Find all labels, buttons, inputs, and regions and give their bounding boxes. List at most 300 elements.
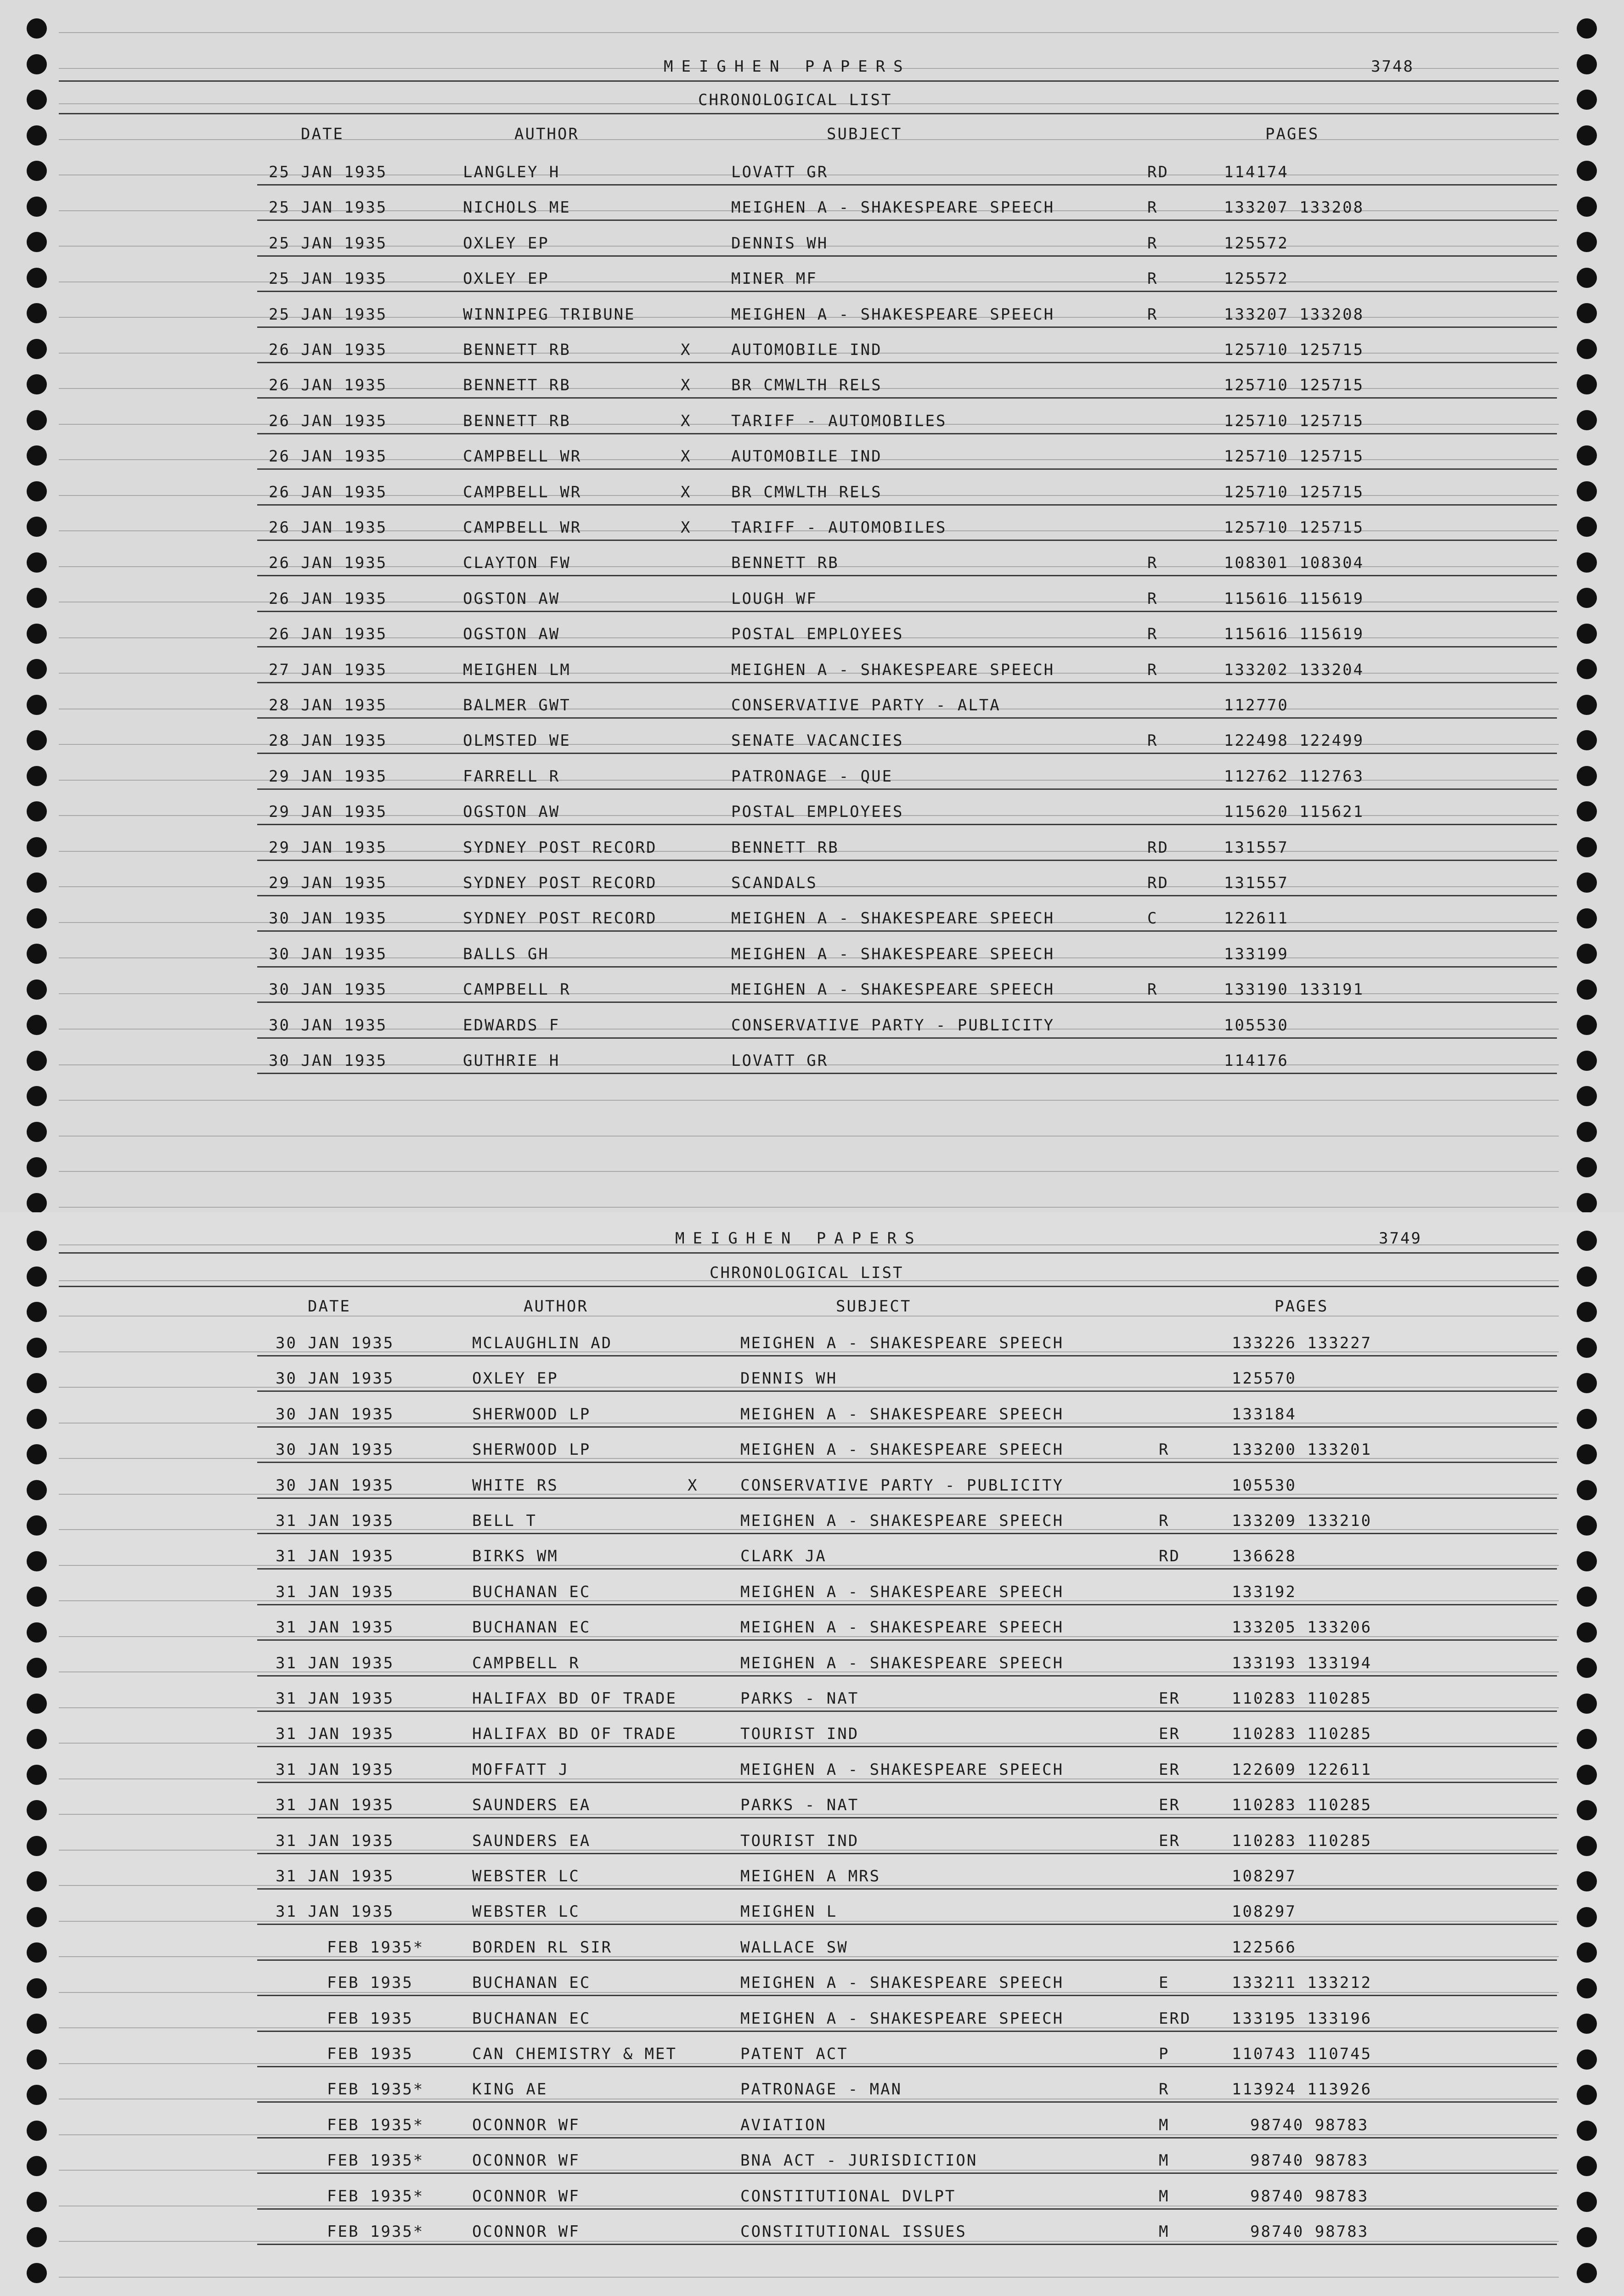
sprocket-hole-left bbox=[27, 339, 47, 359]
row-author: OGSTON AW bbox=[463, 625, 560, 644]
ruled-line bbox=[59, 2134, 1559, 2135]
row-date: FEB 1935* bbox=[327, 2116, 424, 2134]
sprocket-hole-left bbox=[27, 2014, 47, 2034]
row-date: 28 JAN 1935 bbox=[269, 696, 388, 715]
row-author: OCONNOR WF bbox=[472, 2151, 580, 2170]
row-subject: TOURIST IND bbox=[740, 1725, 859, 1744]
column-header-subject: SUBJECT bbox=[827, 125, 902, 143]
row-author: SHERWOOD LP bbox=[472, 1441, 591, 1459]
row-date: 30 JAN 1935 bbox=[276, 1369, 395, 1388]
sprocket-hole-right bbox=[1577, 801, 1597, 822]
row-date: 30 JAN 1935 bbox=[276, 1405, 395, 1424]
page-number: 3748 bbox=[1371, 57, 1414, 76]
row-underline bbox=[257, 397, 1557, 399]
sprocket-hole-right bbox=[1577, 1729, 1597, 1749]
row-date: 30 JAN 1935 bbox=[276, 1334, 395, 1352]
column-header-date: DATE bbox=[301, 125, 344, 143]
sprocket-hole-right bbox=[1577, 588, 1597, 608]
sprocket-hole-left bbox=[27, 1551, 47, 1571]
title-underline bbox=[59, 80, 1559, 82]
sprocket-hole-left bbox=[27, 90, 47, 110]
row-underline bbox=[257, 255, 1557, 257]
row-date: FEB 1935* bbox=[327, 2080, 424, 2099]
sprocket-hole-right bbox=[1577, 552, 1597, 573]
sprocket-hole-right bbox=[1577, 1551, 1597, 1571]
row-date: 25 JAN 1935 bbox=[269, 234, 388, 253]
row-author: BUCHANAN EC bbox=[472, 1582, 591, 1601]
row-subject: MEIGHEN A - SHAKESPEARE SPEECH bbox=[740, 1760, 1064, 1779]
row-underline bbox=[257, 1037, 1557, 1039]
row-author: SYDNEY POST RECORD bbox=[463, 909, 657, 928]
row-date: 26 JAN 1935 bbox=[269, 447, 388, 466]
sprocket-hole-left bbox=[27, 1800, 47, 1820]
row-author: BELL T bbox=[472, 1512, 537, 1530]
row-author: OXLEY EP bbox=[463, 234, 549, 253]
row-date: 26 JAN 1935 bbox=[269, 518, 388, 537]
sprocket-hole-right bbox=[1577, 517, 1597, 537]
sprocket-hole-left bbox=[27, 1942, 47, 1963]
row-pages: 136628 bbox=[1232, 1547, 1297, 1566]
row-underline bbox=[257, 326, 1557, 328]
sprocket-hole-left bbox=[27, 125, 47, 146]
row-pages: 108297 bbox=[1232, 1902, 1297, 1921]
sprocket-hole-right bbox=[1577, 659, 1597, 679]
column-header-pages: PAGES bbox=[1265, 125, 1320, 143]
row-underline bbox=[257, 717, 1557, 719]
row-pages: 133193 133194 bbox=[1232, 1654, 1372, 1672]
row-author: OXLEY EP bbox=[463, 270, 549, 288]
sprocket-hole-left bbox=[27, 1694, 47, 1714]
row-underline bbox=[257, 575, 1557, 576]
row-author: OCONNOR WF bbox=[472, 2223, 580, 2241]
row-author: OGSTON AW bbox=[463, 589, 560, 608]
row-author: BUCHANAN EC bbox=[472, 1974, 591, 1992]
sprocket-hole-left bbox=[27, 1122, 47, 1142]
sprocket-hole-left bbox=[27, 481, 47, 501]
row-date: 31 JAN 1935 bbox=[276, 1902, 395, 1921]
row-underline bbox=[257, 895, 1557, 896]
row-pages: 125710 125715 bbox=[1224, 518, 1365, 537]
row-pages: 114174 bbox=[1224, 163, 1289, 181]
row-author: OXLEY EP bbox=[472, 1369, 558, 1388]
sprocket-hole-right bbox=[1577, 1051, 1597, 1071]
row-subject: DENNIS WH bbox=[740, 1369, 838, 1388]
sprocket-hole-left bbox=[27, 1587, 47, 1607]
row-author: MEIGHEN LM bbox=[463, 660, 571, 679]
sprocket-hole-right bbox=[1577, 161, 1597, 181]
sprocket-hole-right bbox=[1577, 766, 1597, 786]
row-pages: 125710 125715 bbox=[1224, 411, 1365, 430]
sprocket-hole-left bbox=[27, 552, 47, 573]
row-cross-reference-mark: X bbox=[681, 447, 692, 466]
sprocket-hole-left bbox=[27, 1765, 47, 1785]
row-date: 30 JAN 1935 bbox=[269, 909, 388, 928]
row-underline bbox=[257, 2208, 1557, 2210]
row-author: BALLS GH bbox=[463, 945, 549, 963]
row-subject: DENNIS WH bbox=[731, 234, 829, 253]
row-subject: LOVATT GR bbox=[731, 1052, 829, 1070]
ruled-line bbox=[59, 1171, 1559, 1172]
ruled-line bbox=[59, 2241, 1559, 2242]
sprocket-hole-left bbox=[27, 232, 47, 252]
row-subject: CONSTITUTIONAL DVLPT bbox=[740, 2187, 956, 2206]
sprocket-hole-right bbox=[1577, 1193, 1597, 1213]
sprocket-hole-right bbox=[1577, 908, 1597, 929]
row-subject: CONSERVATIVE PARTY - ALTA bbox=[731, 696, 1001, 715]
row-date: 31 JAN 1935 bbox=[276, 1512, 395, 1530]
row-underline bbox=[257, 219, 1557, 221]
row-code: E bbox=[1159, 1974, 1170, 1992]
row-subject: AVIATION bbox=[740, 2116, 827, 2134]
row-underline bbox=[257, 753, 1557, 754]
row-pages: 133207 133208 bbox=[1224, 305, 1365, 324]
sprocket-hole-left bbox=[27, 2156, 47, 2176]
sprocket-hole-right bbox=[1577, 1409, 1597, 1429]
row-pages: 110283 110285 bbox=[1232, 1689, 1372, 1708]
sprocket-hole-left bbox=[27, 1373, 47, 1393]
sprocket-hole-left bbox=[27, 979, 47, 1000]
sprocket-hole-right bbox=[1577, 872, 1597, 893]
sprocket-hole-left bbox=[27, 837, 47, 857]
row-subject: MEIGHEN L bbox=[740, 1902, 838, 1921]
row-code: R bbox=[1147, 589, 1158, 608]
sprocket-hole-left bbox=[27, 2263, 47, 2283]
row-author: BENNETT RB bbox=[463, 411, 571, 430]
row-subject: MEIGHEN A - SHAKESPEARE SPEECH bbox=[740, 1974, 1064, 1992]
row-subject: MINER MF bbox=[731, 270, 818, 288]
page-number: 3749 bbox=[1379, 1229, 1422, 1248]
row-code: P bbox=[1159, 2045, 1170, 2063]
sprocket-hole-right bbox=[1577, 1157, 1597, 1177]
sprocket-hole-left bbox=[27, 2192, 47, 2212]
row-author: KING AE bbox=[472, 2080, 548, 2099]
row-subject: PARKS - NAT bbox=[740, 1796, 859, 1815]
sprocket-hole-right bbox=[1577, 2263, 1597, 2283]
row-date: 26 JAN 1935 bbox=[269, 411, 388, 430]
sprocket-hole-right bbox=[1577, 197, 1597, 217]
row-pages: 110283 110285 bbox=[1232, 1725, 1372, 1744]
row-author: BENNETT RB bbox=[463, 341, 571, 359]
row-pages: 133195 133196 bbox=[1232, 2009, 1372, 2028]
ruled-line bbox=[59, 2170, 1559, 2171]
row-pages: 108301 108304 bbox=[1224, 554, 1365, 573]
sprocket-hole-left bbox=[27, 730, 47, 750]
row-code: R bbox=[1159, 2080, 1170, 2099]
row-author: FARRELL R bbox=[463, 767, 560, 786]
row-underline bbox=[257, 1568, 1557, 1570]
sprocket-hole-left bbox=[27, 801, 47, 822]
sprocket-hole-left bbox=[27, 2121, 47, 2141]
row-underline bbox=[257, 1959, 1557, 1961]
row-underline bbox=[257, 1073, 1557, 1074]
sprocket-hole-left bbox=[27, 1622, 47, 1643]
sprocket-hole-left bbox=[27, 659, 47, 679]
sprocket-hole-left bbox=[27, 1193, 47, 1213]
sprocket-hole-left bbox=[27, 1157, 47, 1177]
row-subject: MEIGHEN A - SHAKESPEARE SPEECH bbox=[731, 909, 1055, 928]
row-cross-reference-mark: X bbox=[688, 1476, 699, 1495]
sprocket-hole-left bbox=[27, 2049, 47, 2070]
sprocket-hole-left bbox=[27, 588, 47, 608]
row-date: 25 JAN 1935 bbox=[269, 163, 388, 181]
row-date: 31 JAN 1935 bbox=[276, 1867, 395, 1885]
row-subject: AUTOMOBILE IND bbox=[731, 447, 882, 466]
row-underline bbox=[257, 2172, 1557, 2174]
row-author: CAMPBELL R bbox=[463, 980, 571, 999]
row-pages: 133211 133212 bbox=[1232, 1974, 1372, 1992]
sprocket-hole-right bbox=[1577, 410, 1597, 430]
row-code: ER bbox=[1159, 1796, 1180, 1815]
row-underline bbox=[257, 2137, 1557, 2138]
row-pages: 122498 122499 bbox=[1224, 732, 1365, 750]
row-subject: MEIGHEN A - SHAKESPEARE SPEECH bbox=[740, 1582, 1064, 1601]
row-code: R bbox=[1159, 1441, 1170, 1459]
sprocket-hole-left bbox=[27, 54, 47, 74]
sprocket-hole-left bbox=[27, 410, 47, 430]
row-pages: 125710 125715 bbox=[1224, 341, 1365, 359]
sprocket-hole-left bbox=[27, 872, 47, 893]
row-author: MOFFATT J bbox=[472, 1760, 570, 1779]
sprocket-hole-right bbox=[1577, 2121, 1597, 2141]
row-subject: MEIGHEN A - SHAKESPEARE SPEECH bbox=[740, 1654, 1064, 1672]
sprocket-hole-right bbox=[1577, 1302, 1597, 1322]
row-subject: POSTAL EMPLOYEES bbox=[731, 625, 904, 644]
row-subject: PATENT ACT bbox=[740, 2045, 848, 2063]
row-author: SHERWOOD LP bbox=[472, 1405, 591, 1424]
row-cross-reference-mark: X bbox=[681, 341, 692, 359]
row-code: RD bbox=[1147, 163, 1169, 181]
sprocket-hole-right bbox=[1577, 1015, 1597, 1035]
row-pages: 133205 133206 bbox=[1232, 1618, 1372, 1637]
row-subject: LOVATT GR bbox=[731, 163, 829, 181]
column-header-author: AUTHOR bbox=[524, 1297, 588, 1316]
row-subject: CONSERVATIVE PARTY - PUBLICITY bbox=[740, 1476, 1064, 1495]
row-subject: PATRONAGE - QUE bbox=[731, 767, 893, 786]
sprocket-hole-right bbox=[1577, 1694, 1597, 1714]
sprocket-hole-right bbox=[1577, 1515, 1597, 1536]
sprocket-hole-right bbox=[1577, 1658, 1597, 1678]
row-pages: 133190 133191 bbox=[1224, 980, 1365, 999]
sprocket-hole-right bbox=[1577, 2227, 1597, 2247]
row-date: 25 JAN 1935 bbox=[269, 198, 388, 217]
row-underline bbox=[257, 1746, 1557, 1747]
row-underline bbox=[257, 611, 1557, 612]
row-date: 25 JAN 1935 bbox=[269, 305, 388, 324]
row-underline bbox=[257, 1853, 1557, 1854]
row-cross-reference-mark: X bbox=[681, 518, 692, 537]
sheet-title: MEIGHEN PAPERS bbox=[675, 1229, 923, 1248]
row-underline bbox=[257, 1002, 1557, 1003]
row-underline bbox=[257, 1675, 1557, 1677]
row-underline bbox=[257, 1782, 1557, 1783]
sprocket-hole-right bbox=[1577, 1978, 1597, 1998]
row-code: R bbox=[1147, 305, 1158, 324]
row-date: FEB 1935* bbox=[327, 2223, 424, 2241]
ruled-line bbox=[59, 1207, 1559, 1208]
row-underline bbox=[257, 184, 1557, 186]
row-underline bbox=[257, 2066, 1557, 2067]
row-subject: MEIGHEN A - SHAKESPEARE SPEECH bbox=[731, 660, 1055, 679]
row-underline bbox=[257, 1639, 1557, 1641]
row-author: BENNETT RB bbox=[463, 376, 571, 395]
row-pages: 110283 110285 bbox=[1232, 1796, 1372, 1815]
row-pages: 122611 bbox=[1224, 909, 1289, 928]
row-underline bbox=[257, 1533, 1557, 1534]
row-author: WEBSTER LC bbox=[472, 1867, 580, 1885]
sheet-3749 bbox=[0, 1212, 1624, 2296]
row-pages: 125710 125715 bbox=[1224, 376, 1365, 395]
row-date: 31 JAN 1935 bbox=[276, 1547, 395, 1566]
row-author: GUTHRIE H bbox=[463, 1052, 560, 1070]
row-author: SAUNDERS EA bbox=[472, 1831, 591, 1850]
row-underline bbox=[257, 2101, 1557, 2103]
row-subject: MEIGHEN A - SHAKESPEARE SPEECH bbox=[740, 1512, 1064, 1530]
row-author: SAUNDERS EA bbox=[472, 1796, 591, 1815]
row-pages: 115616 115619 bbox=[1224, 589, 1365, 608]
row-pages: 113924 113926 bbox=[1232, 2080, 1372, 2099]
sprocket-hole-left bbox=[27, 908, 47, 929]
sprocket-hole-right bbox=[1577, 54, 1597, 74]
row-author: HALIFAX BD OF TRADE bbox=[472, 1689, 677, 1708]
row-underline bbox=[257, 2244, 1557, 2245]
row-pages: 133207 133208 bbox=[1224, 198, 1365, 217]
row-author: SYDNEY POST RECORD bbox=[463, 838, 657, 857]
sprocket-hole-right bbox=[1577, 445, 1597, 466]
row-subject: POSTAL EMPLOYEES bbox=[731, 803, 904, 822]
row-author: MCLAUGHLIN AD bbox=[472, 1334, 613, 1352]
row-date: 30 JAN 1935 bbox=[269, 1016, 388, 1035]
row-author: NICHOLS ME bbox=[463, 198, 571, 217]
ruled-line bbox=[59, 32, 1559, 33]
row-pages: 133192 bbox=[1232, 1582, 1297, 1601]
row-subject: BENNETT RB bbox=[731, 838, 839, 857]
row-pages: 133202 133204 bbox=[1224, 660, 1365, 679]
sprocket-hole-left bbox=[27, 1338, 47, 1358]
row-subject: MEIGHEN A - SHAKESPEARE SPEECH bbox=[740, 1334, 1064, 1352]
ruled-line bbox=[59, 1316, 1559, 1317]
sprocket-hole-right bbox=[1577, 1266, 1597, 1287]
ruled-line bbox=[59, 1136, 1559, 1137]
row-subject: TARIFF - AUTOMOBILES bbox=[731, 411, 947, 430]
row-underline bbox=[257, 1604, 1557, 1605]
row-date: 30 JAN 1935 bbox=[276, 1476, 395, 1495]
row-date: 29 JAN 1935 bbox=[269, 803, 388, 822]
sprocket-hole-left bbox=[27, 695, 47, 715]
sprocket-hole-right bbox=[1577, 730, 1597, 750]
sprocket-hole-left bbox=[27, 1266, 47, 1287]
sprocket-hole-right bbox=[1577, 339, 1597, 359]
row-subject: CONSTITUTIONAL ISSUES bbox=[740, 2223, 967, 2241]
row-pages: 125572 bbox=[1224, 270, 1289, 288]
row-date: 25 JAN 1935 bbox=[269, 270, 388, 288]
row-pages: 98740 98783 bbox=[1250, 2151, 1369, 2170]
row-subject: PARKS - NAT bbox=[740, 1689, 859, 1708]
row-pages: 133226 133227 bbox=[1232, 1334, 1372, 1352]
row-author: WINNIPEG TRIBUNE bbox=[463, 305, 636, 324]
sprocket-hole-right bbox=[1577, 1800, 1597, 1820]
sprocket-hole-left bbox=[27, 1051, 47, 1071]
row-pages: 105530 bbox=[1232, 1476, 1297, 1495]
row-code: R bbox=[1147, 234, 1158, 253]
row-code: M bbox=[1159, 2116, 1170, 2134]
sprocket-hole-right bbox=[1577, 2156, 1597, 2176]
sprocket-hole-left bbox=[27, 1086, 47, 1106]
row-subject: BENNETT RB bbox=[731, 554, 839, 573]
sprocket-hole-right bbox=[1577, 18, 1597, 39]
ruled-line bbox=[59, 1100, 1559, 1101]
row-code: ERD bbox=[1159, 2009, 1191, 2028]
sprocket-hole-right bbox=[1577, 1444, 1597, 1464]
row-code: ER bbox=[1159, 1760, 1180, 1779]
row-author: BALMER GWT bbox=[463, 696, 571, 715]
row-underline bbox=[257, 504, 1557, 506]
row-code: R bbox=[1147, 660, 1158, 679]
row-author: CAMPBELL WR bbox=[463, 518, 582, 537]
sprocket-hole-right bbox=[1577, 1587, 1597, 1607]
row-subject: WALLACE SW bbox=[740, 1938, 848, 1957]
sprocket-hole-right bbox=[1577, 125, 1597, 146]
row-author: CAMPBELL WR bbox=[463, 447, 582, 466]
row-subject: MEIGHEN A - SHAKESPEARE SPEECH bbox=[740, 2009, 1064, 2028]
row-pages: 114176 bbox=[1224, 1052, 1289, 1070]
row-underline bbox=[257, 930, 1557, 932]
sprocket-hole-left bbox=[27, 268, 47, 288]
row-underline bbox=[257, 646, 1557, 647]
row-date: 26 JAN 1935 bbox=[269, 341, 388, 359]
row-author: BUCHANAN EC bbox=[472, 1618, 591, 1637]
row-code: R bbox=[1147, 625, 1158, 644]
column-header-subject: SUBJECT bbox=[836, 1297, 912, 1316]
row-subject: MEIGHEN A - SHAKESPEARE SPEECH bbox=[731, 305, 1055, 324]
sprocket-hole-right bbox=[1577, 90, 1597, 110]
row-code: R bbox=[1147, 270, 1158, 288]
row-date: 26 JAN 1935 bbox=[269, 483, 388, 501]
sprocket-hole-right bbox=[1577, 232, 1597, 252]
row-date: 31 JAN 1935 bbox=[276, 1654, 395, 1672]
sprocket-hole-right bbox=[1577, 1122, 1597, 1142]
row-date: FEB 1935* bbox=[327, 1938, 424, 1957]
row-underline bbox=[257, 788, 1557, 790]
row-underline bbox=[257, 1888, 1557, 1890]
row-date: 31 JAN 1935 bbox=[276, 1725, 395, 1744]
sprocket-hole-right bbox=[1577, 1373, 1597, 1393]
row-date: 29 JAN 1935 bbox=[269, 838, 388, 857]
sprocket-hole-right bbox=[1577, 1765, 1597, 1785]
row-underline bbox=[257, 540, 1557, 541]
row-subject: MEIGHEN A - SHAKESPEARE SPEECH bbox=[731, 945, 1055, 963]
row-underline bbox=[257, 1462, 1557, 1463]
row-code: R bbox=[1147, 732, 1158, 750]
row-underline bbox=[257, 433, 1557, 434]
row-underline bbox=[257, 1924, 1557, 1925]
ruled-line bbox=[59, 139, 1559, 140]
row-author: CLAYTON FW bbox=[463, 554, 571, 573]
sheet-subtitle: CHRONOLOGICAL LIST bbox=[710, 1264, 904, 1282]
sprocket-hole-right bbox=[1577, 2085, 1597, 2105]
subtitle-underline bbox=[59, 113, 1559, 114]
row-author: WEBSTER LC bbox=[472, 1902, 580, 1921]
subtitle-underline bbox=[59, 1286, 1559, 1287]
row-underline bbox=[257, 468, 1557, 470]
row-author: CAMPBELL WR bbox=[463, 483, 582, 501]
row-author: SYDNEY POST RECORD bbox=[463, 874, 657, 892]
sprocket-hole-right bbox=[1577, 268, 1597, 288]
row-cross-reference-mark: X bbox=[681, 376, 692, 395]
sprocket-hole-right bbox=[1577, 1907, 1597, 1927]
row-date: FEB 1935 bbox=[327, 2009, 413, 2028]
row-underline bbox=[257, 1497, 1557, 1499]
row-pages: 133200 133201 bbox=[1232, 1441, 1372, 1459]
